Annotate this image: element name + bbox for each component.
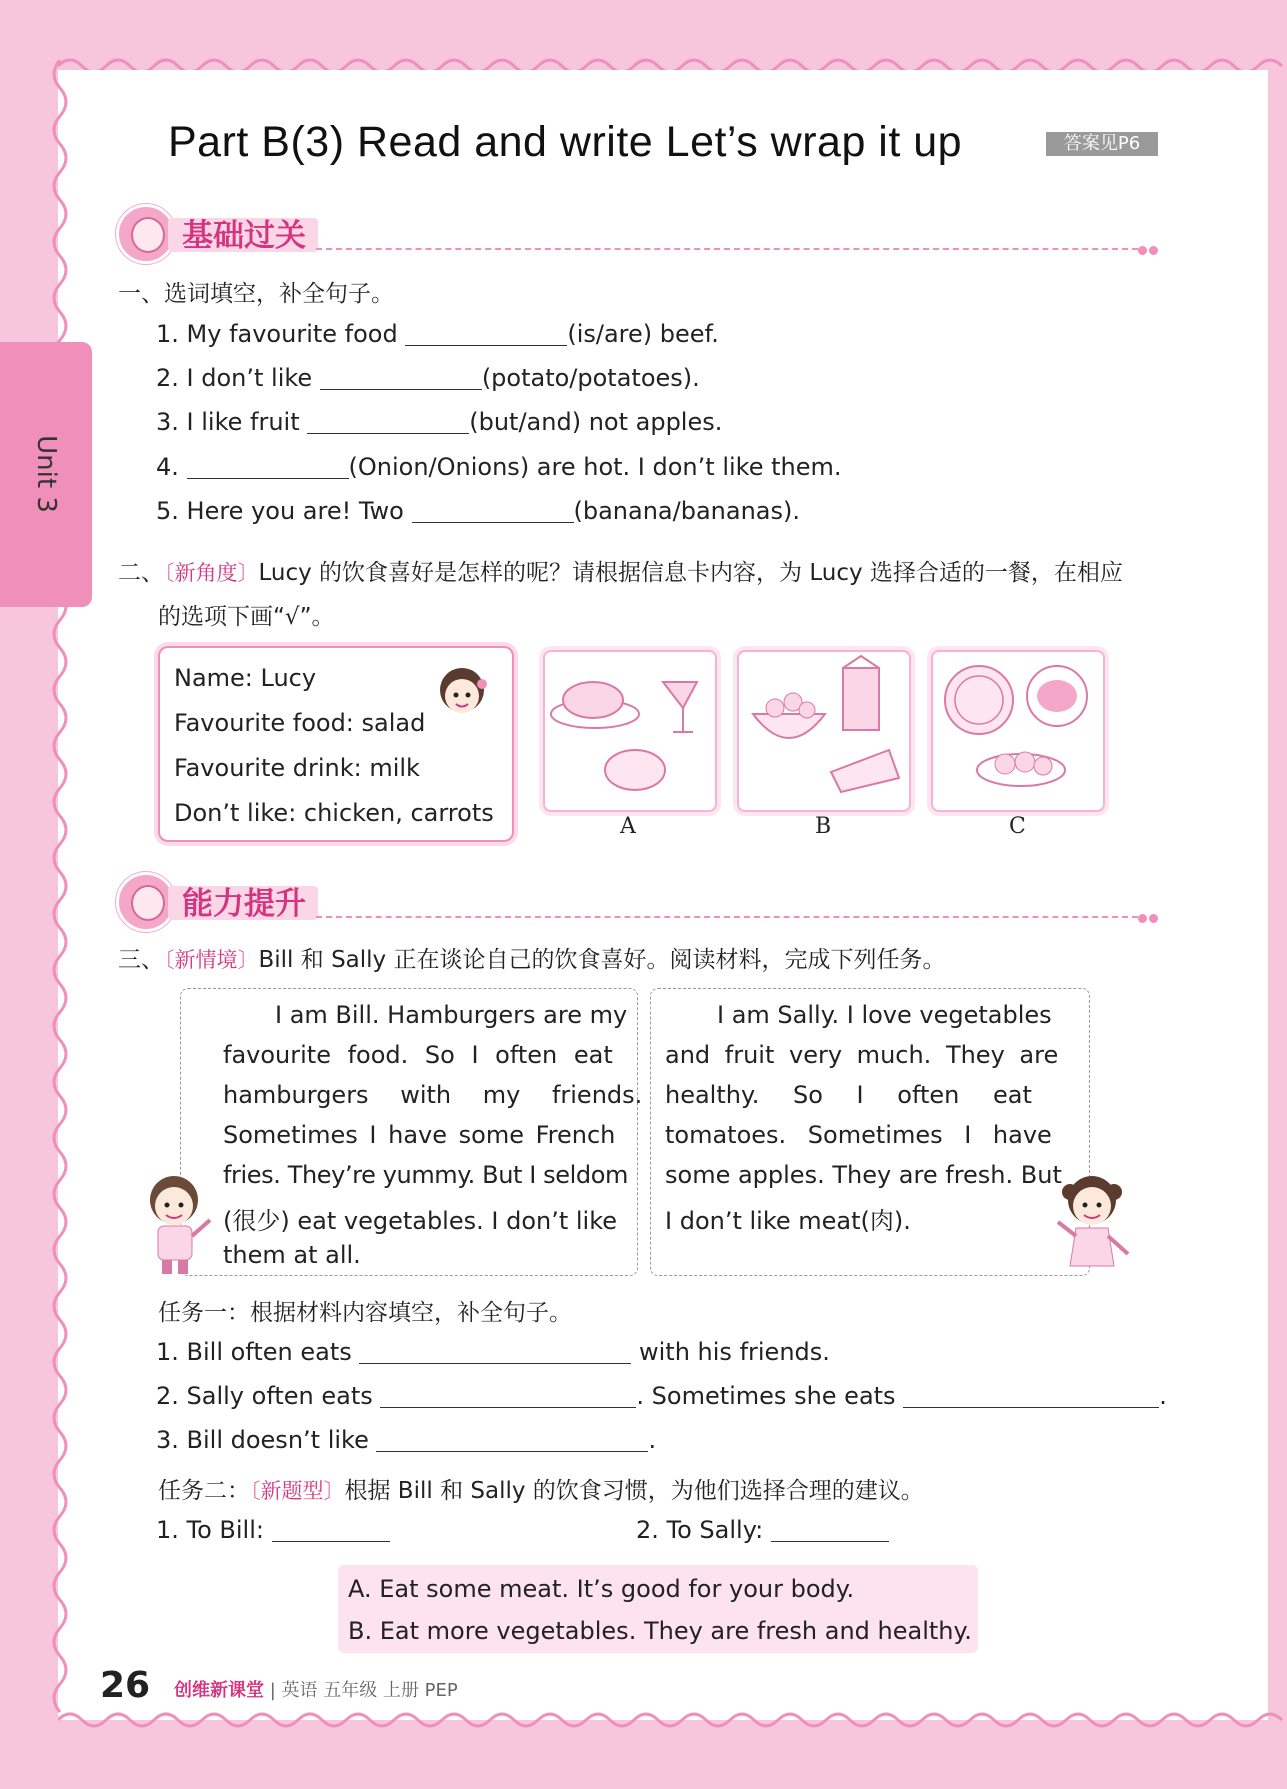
q1-item-2: 2. I don’t like (potato/potatoes). [156, 364, 700, 392]
to-bill-line: 1. To Bill: [156, 1516, 390, 1544]
unit-side-tab [0, 342, 92, 607]
q3-prompt: 三、〔新情境〕Bill 和 Sally 正在谈论自己的饮食喜好。阅读材料，完成下列任务。 [118, 947, 946, 973]
passage-line: healthy. So I often eat [665, 1081, 1032, 1109]
lucy-girl-icon [436, 664, 488, 722]
answer-blank[interactable] [376, 1429, 648, 1452]
left-wave-border [46, 60, 74, 1720]
footer-info: 创维新课堂 | 英语 五年级 上册 PEP [174, 1680, 458, 1701]
passage-line: Sometimes I have some French [223, 1121, 616, 1149]
tag-new-context: 〔新情境〕 [164, 948, 259, 972]
q1-prompt: 一、选词填空，补全句子。 [118, 281, 394, 307]
answer-blank[interactable] [320, 367, 482, 390]
noodles-steak-meal-icon [933, 652, 1103, 810]
advice-option-a: A. Eat some meat. It’s good for your body. [348, 1575, 855, 1603]
option-b-meal[interactable] [737, 650, 911, 812]
task2-title: 任务二：〔新题型〕根据 Bill 和 Sally 的饮食习惯，为他们选择合理的建议。 [158, 1478, 924, 1504]
passage-line: and fruit very much. They are [665, 1041, 1059, 1069]
option-b-label: B [815, 814, 832, 839]
bottom-wave-border [58, 1706, 1287, 1734]
card-line: Name: Lucy [174, 664, 317, 692]
answer-blank[interactable] [903, 1385, 1159, 1408]
dots-icon [1138, 240, 1160, 259]
task1-line-2: 2. Sally often eats . Sometimes she eats . [156, 1382, 1167, 1410]
answer-blank[interactable] [187, 456, 349, 479]
salad-milk-meal-icon [739, 652, 909, 810]
passage-line: them at all. [223, 1241, 361, 1269]
footer-brand: 创维新课堂 [174, 1680, 264, 1701]
option-a-meal[interactable] [543, 650, 717, 812]
answer-blank[interactable] [412, 500, 574, 523]
option-c-label: C [1009, 814, 1026, 839]
q1-item-4: 4. (Onion/Onions) are hot. I don’t like them. [156, 453, 842, 481]
advice-option-b: B. Eat more vegetables. They are fresh and healthy. [348, 1617, 972, 1645]
passage-line: I don’t like meat(肉). [665, 1207, 911, 1235]
section-title: 能力提升 [182, 886, 306, 922]
dots-icon [1138, 908, 1160, 927]
passage-line: I am Sally. I love vegetables [717, 1001, 1052, 1029]
passage-line: favourite food. So I often eat [223, 1041, 613, 1069]
unit-label: Unit 3 [31, 435, 61, 513]
answer-blank[interactable] [307, 411, 469, 434]
boy-mascot-icon [116, 204, 176, 264]
answer-blank[interactable] [272, 1519, 390, 1542]
tag-new-type: 〔新题型〕 [250, 1479, 345, 1503]
q2-prompt-line2: 的选项下画“√”。 [158, 604, 335, 630]
answer-blank[interactable] [359, 1341, 631, 1364]
tag-new-angle: 〔新角度〕 [164, 561, 259, 585]
answer-blank[interactable] [380, 1385, 636, 1408]
card-line: Favourite drink: milk [174, 754, 420, 782]
lucy-info-card [158, 646, 514, 842]
option-a-label: A [620, 814, 636, 839]
answer-blank[interactable] [771, 1519, 889, 1542]
bill-boy-icon [138, 1170, 222, 1278]
answer-blank[interactable] [405, 323, 567, 346]
passage-line: tomatoes. Sometimes I have [665, 1121, 1052, 1149]
task1-line-3: 3. Bill doesn’t like . [156, 1426, 657, 1454]
advice-options-box [338, 1565, 978, 1653]
passage-line: I am Bill. Hamburgers are my [275, 1001, 628, 1029]
chicken-meal-icon [545, 652, 715, 810]
card-line: Favourite food: salad [174, 709, 426, 737]
passage-line: hamburgers with my friends. [223, 1081, 643, 1109]
card-line: Don’t like: chicken, carrots [174, 799, 494, 827]
sally-girl-icon [1050, 1170, 1136, 1278]
page-title: Part B(3) Read and write Let’s wrap it up [168, 118, 963, 166]
q2-prompt-line1: 二、〔新角度〕Lucy 的饮食喜好是怎样的呢？请根据信息卡内容，为 Lucy 选择合适的一餐，在相应 [118, 560, 1123, 586]
boy-mascot-icon [116, 872, 176, 932]
section-title: 基础过关 [182, 218, 306, 254]
q1-item-1: 1. My favourite food (is/are) beef. [156, 320, 719, 348]
task1-line-1: 1. Bill often eats with his friends. [156, 1338, 830, 1366]
sally-passage [650, 988, 1090, 1276]
passage-line: (很少) eat vegetables. I don’t like [223, 1207, 618, 1235]
passage-line: some apples. They are fresh. But [665, 1161, 1062, 1189]
q1-item-3: 3. I like fruit (but/and) not apples. [156, 408, 723, 436]
section-heading-basic [116, 204, 1160, 260]
q1-item-5: 5. Here you are! Two (banana/bananas). [156, 497, 800, 525]
section-heading-advanced [116, 872, 1160, 928]
passage-line: fries. They’re yummy. But I seldom [223, 1161, 628, 1189]
option-c-meal[interactable] [931, 650, 1105, 812]
to-sally-line: 2. To Sally: [636, 1516, 889, 1544]
bill-passage [180, 988, 643, 1276]
answer-reference-badge: 答案见P6 [1046, 132, 1158, 156]
page-number: 26 [100, 1665, 151, 1706]
task1-title: 任务一：根据材料内容填空，补全句子。 [158, 1300, 572, 1326]
